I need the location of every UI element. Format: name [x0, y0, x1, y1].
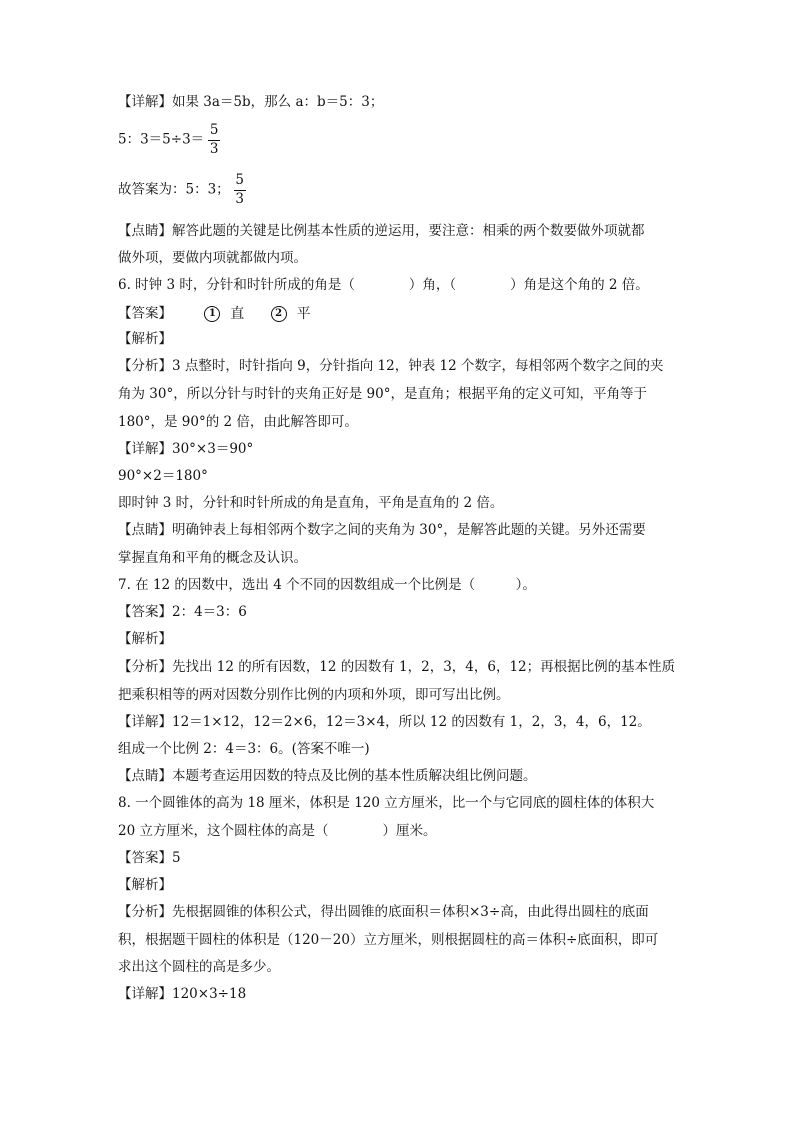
circled-number-icon: 2 [271, 306, 287, 322]
text-line: 【解析】 [118, 877, 172, 893]
text-line: 【详解】120×3÷18 [118, 986, 247, 1002]
text-line: 180°，是 90°的 2 倍，由此解答即可。 [118, 414, 358, 430]
answer-line [118, 306, 311, 322]
answer-item-1 [204, 306, 244, 322]
text-line: 90°×2＝180° [118, 468, 208, 484]
text-line: 做外项，要做内项就都做内项。 [118, 250, 307, 266]
text-line: 【详解】如果 3a＝5b，那么 a：b＝5：3； [118, 94, 384, 110]
question-line: 20 立方厘米，这个圆柱体的高是（ ）厘米。 [118, 823, 437, 839]
question-line: 6. 时钟 3 时，分针和时针所成的角是（ ）角，（ ）角是这个角的 2 倍。 [118, 277, 649, 293]
fraction-numerator: 5 [235, 172, 244, 188]
text-line: 【分析】先根据圆锥的体积公式，得出圆锥的底面积＝体积×3÷高，由此得出圆柱的底面 [118, 904, 649, 920]
fraction-line [118, 174, 250, 206]
fraction-denominator: 3 [209, 140, 219, 157]
text-line: 组成一个比例 2：4＝3：6。(答案不唯一) [118, 741, 370, 757]
fraction [208, 124, 220, 156]
text-line: 【分析】3 点整时，时针指向 9，分针指向 12，钟表 12 个数字，每相邻两个数字之间的夹 [118, 358, 664, 374]
fraction [234, 174, 246, 206]
fraction-numerator: 5 [209, 122, 219, 138]
text-line: 把乘积相等的两对因数分别作比例的内项和外项，即可写出比例。 [118, 687, 510, 703]
text-line: 【点睛】解答此题的关键是比例基本性质的逆运用，要注意：相乘的两个数要做外项就都 [118, 223, 645, 239]
text-line: 【详解】12＝1×12，12＝2×6，12＝3×4，所以 12 的因数有 1，2，3，4，6，12。 [118, 714, 651, 730]
question-line: 8. 一个圆锥体的高为 18 厘米，体积是 120 立方厘米，比一个与它同底的圆柱体的体积大 [118, 795, 655, 811]
text-line: 即时钟 3 时，分针和时针所成的角是直角，平角是直角的 2 倍。 [118, 495, 504, 511]
equation-text: 5：3＝5÷3＝ [118, 131, 205, 148]
text-line: 【分析】先找出 12 的所有因数，12 的因数有 1，2，3，4，6，12；再根据比例的基本性质 [118, 659, 676, 675]
fraction-line [118, 124, 224, 156]
answer-item-text: 平 [296, 305, 311, 322]
question-line: 7. 在 12 的因数中，选出 4 个不同的因数组成一个比例是（ ）。 [118, 577, 536, 593]
text-line: 【答案】5 [118, 850, 181, 866]
text-line: 角为 30°，所以分针与时针的夹角正好是 90°，是直角；根据平角的定义可知，平角等于 [118, 386, 647, 402]
text-line: 【点睛】本题考查运用因数的特点及比例的基本性质解决组比例问题。 [118, 768, 537, 784]
text-line: 积，根据题干圆柱的体积是（120－20）立方厘米，则根据圆柱的高＝体积÷底面积，即可 [118, 932, 659, 948]
text-line: 【解析】 [118, 331, 172, 347]
answer-label: 【答案】 [118, 305, 172, 322]
text-line: 【答案】2：4＝3：6 [118, 604, 247, 620]
answer-summary-text: 故答案为：5：3； [118, 181, 230, 198]
text-line: 掌握直角和平角的概念及认识。 [118, 550, 307, 566]
circled-number-icon: 1 [204, 306, 220, 322]
text-line: 【解析】 [118, 631, 172, 647]
text-line: 【详解】30°×3＝90° [118, 441, 254, 457]
fraction-denominator: 3 [235, 190, 244, 207]
answer-item-2 [271, 306, 311, 322]
text-line: 【点睛】明确钟表上每相邻两个数字之间的夹角为 30°，是解答此题的关键。另外还需要 [118, 522, 646, 538]
text-line: 求出这个圆柱的高是多少。 [118, 959, 280, 975]
answer-item-text: 直 [230, 305, 245, 322]
